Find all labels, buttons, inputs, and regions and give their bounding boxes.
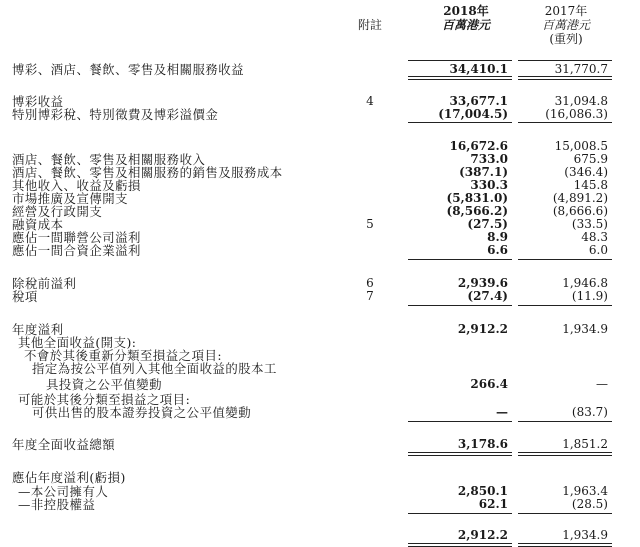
row-label: 特別博彩稅、特別徵費及博彩溢價金 <box>12 107 219 122</box>
rule <box>408 60 512 61</box>
row-value-2017: 48.3 <box>581 230 608 244</box>
header-note <box>340 18 400 32</box>
row-note: 6 <box>366 276 374 290</box>
table-row <box>0 289 640 304</box>
double-rule <box>518 452 612 456</box>
row-label: 除稅前溢利 <box>12 276 77 291</box>
row-value-2018: 16,672.6 <box>449 139 508 153</box>
row-value-2018: 33,677.1 <box>449 94 508 108</box>
row-value-2018: (8,566.2) <box>446 204 508 218</box>
row-value-2018: (387.1) <box>459 165 508 179</box>
rule <box>518 122 612 123</box>
row-label: 經營及行政開支 <box>12 204 103 219</box>
table-row <box>0 528 640 543</box>
row-label: 不會於其後重新分類至損益之項目: <box>24 348 223 363</box>
rule <box>408 305 512 306</box>
row-value-2017: (4,891.2) <box>552 191 608 205</box>
row-value-2018: 2,912.2 <box>457 322 508 336</box>
row-label: 博彩、酒店、餐飲、零售及相關服務收益 <box>12 62 245 77</box>
row-label: 年度全面收益總額 <box>12 437 116 452</box>
double-rule <box>518 543 612 547</box>
header-2018 <box>420 4 512 32</box>
header-2017 <box>520 4 612 46</box>
row-value-2017: 675.9 <box>573 152 608 166</box>
table-row <box>0 361 640 376</box>
row-value-2018: 2,850.1 <box>457 484 508 498</box>
header-2017-unit: 百萬港元 <box>541 18 590 32</box>
row-label: 博彩收益 <box>12 94 64 109</box>
row-note: 4 <box>366 94 374 108</box>
double-rule <box>408 76 512 80</box>
double-rule <box>408 452 512 456</box>
row-label: 酒店、餐飲、零售及相關服務的銷售及服務成本 <box>12 165 283 180</box>
header-2018-unit: 百萬港元 <box>441 18 490 32</box>
row-value-2017: 1,851.2 <box>562 437 608 451</box>
row-label: 市場推廣及宣傳開支 <box>12 191 129 206</box>
row-value-2018: (27.4) <box>467 289 508 303</box>
row-note: 7 <box>366 289 374 303</box>
row-value-2018: 34,410.1 <box>449 62 508 76</box>
table-row <box>0 497 640 512</box>
row-label: 可能於其後分類至損益之項目: <box>18 392 191 407</box>
row-value-2017: 1,934.9 <box>562 322 608 336</box>
row-value-2017: (11.9) <box>571 289 608 303</box>
row-value-2017: — <box>596 377 608 391</box>
row-value-2017: 1,934.9 <box>562 528 608 542</box>
row-value-2018: 6.6 <box>487 243 508 257</box>
row-value-2017: 145.8 <box>573 178 608 192</box>
row-value-2017: (8,666.6) <box>552 204 608 218</box>
row-value-2017: (83.7) <box>571 405 608 419</box>
row-value-2017: (16,086.3) <box>545 107 608 121</box>
table-row <box>0 437 640 452</box>
row-value-2018: 733.0 <box>470 152 508 166</box>
row-value-2018: (17,004.5) <box>438 107 508 121</box>
header-2017-restated: (重列) <box>549 32 583 46</box>
table-row <box>0 243 640 258</box>
row-value-2018: — <box>496 405 508 419</box>
rule <box>518 60 612 61</box>
row-value-2017: (33.5) <box>571 217 608 231</box>
double-rule <box>408 543 512 547</box>
row-value-2017: (346.4) <box>564 165 608 179</box>
row-value-2017: 31,770.7 <box>554 62 608 76</box>
row-label: 應佔一間聯營公司溢利 <box>12 230 141 245</box>
row-value-2018: (5,831.0) <box>446 191 508 205</box>
row-value-2018: 62.1 <box>478 497 508 511</box>
row-label: 年度溢利 <box>12 322 64 337</box>
rule <box>518 513 612 514</box>
row-value-2017: 1,946.8 <box>562 276 608 290</box>
rule <box>408 421 512 422</box>
row-value-2018: 2,939.6 <box>457 276 508 290</box>
row-label: —非控股權益 <box>18 497 96 512</box>
table-row <box>0 107 640 122</box>
row-label: 指定為按公平值列入其他全面收益的股本工 <box>32 361 277 376</box>
row-value-2018: 8.9 <box>487 230 508 244</box>
table-row <box>0 62 640 77</box>
rule <box>518 259 612 260</box>
row-value-2018: 3,178.6 <box>457 437 508 451</box>
row-value-2017: 1,963.4 <box>562 484 608 498</box>
row-label: 酒店、餐飲、零售及相關服務收入 <box>12 152 206 167</box>
header-note-label: 附註 <box>357 18 382 32</box>
row-label: 其他收入、收益及虧損 <box>12 178 141 193</box>
row-value-2017: 31,094.8 <box>554 94 608 108</box>
row-label: 其他全面收益(開支): <box>18 335 137 350</box>
rule <box>408 259 512 260</box>
header-2018-year: 2018年 <box>443 4 489 18</box>
rule <box>518 421 612 422</box>
row-value-2018: 266.4 <box>470 377 508 391</box>
row-value-2017: 15,008.5 <box>554 139 608 153</box>
table-row <box>0 470 640 485</box>
double-rule <box>518 76 612 80</box>
row-value-2017: (28.5) <box>571 497 608 511</box>
row-note: 5 <box>366 217 374 231</box>
row-label: 融資成本 <box>12 217 64 232</box>
row-label: 可供出售的股本證券投資之公平值變動 <box>32 405 252 420</box>
rule <box>408 513 512 514</box>
row-value-2017: 6.0 <box>588 243 608 257</box>
row-label: 稅項 <box>12 289 38 304</box>
row-value-2018: 2,912.2 <box>457 528 508 542</box>
row-value-2018: 330.3 <box>470 178 508 192</box>
table-row <box>0 405 640 420</box>
table-row <box>0 377 640 392</box>
rule <box>518 305 612 306</box>
header-2017-year: 2017年 <box>544 4 588 18</box>
row-label: —本公司擁有人 <box>18 484 109 499</box>
row-label: 應佔年度溢利(虧損) <box>12 470 126 485</box>
rule <box>408 122 512 123</box>
row-value-2018: (27.5) <box>467 217 508 231</box>
row-label: 應佔一間合資企業溢利 <box>12 243 141 258</box>
row-label: 具投資之公平值變動 <box>46 377 163 392</box>
